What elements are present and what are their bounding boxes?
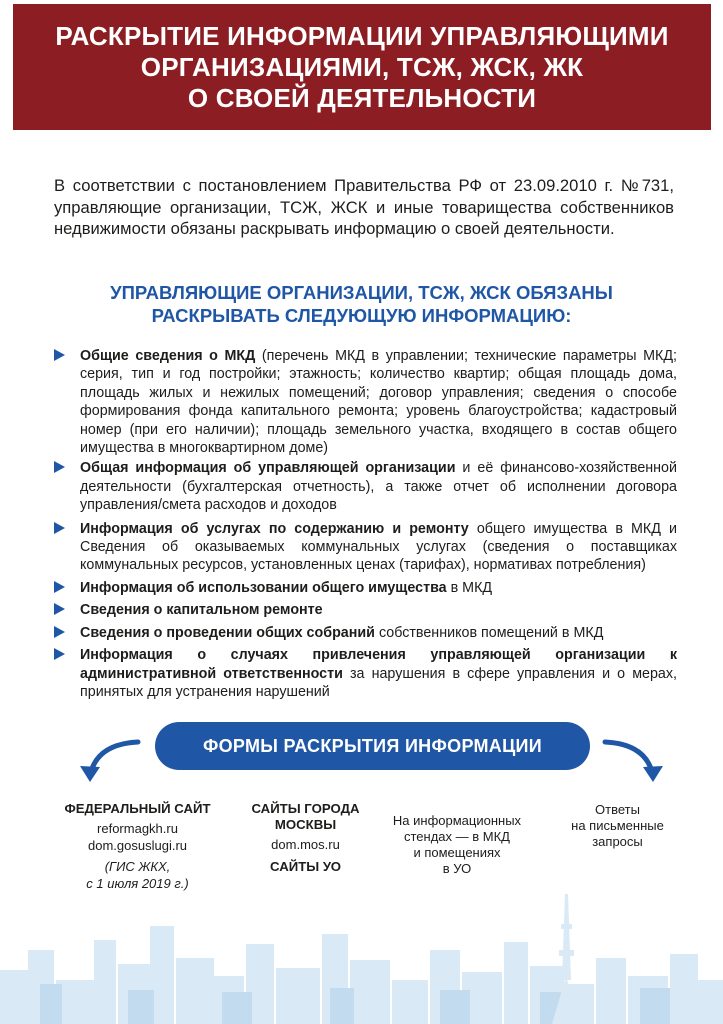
list-item-bold: Информация об услугах по содержанию и ремонту bbox=[80, 520, 469, 537]
moscow-sites-title-line-1: САЙТЫ ГОРОДА bbox=[251, 801, 360, 816]
info-stands-line-3: и помещениях bbox=[413, 845, 501, 860]
federal-site-title: ФЕДЕРАЛЬНЫЙ САЙТ bbox=[64, 801, 211, 816]
list-item bbox=[52, 646, 677, 701]
list-item-text: за нарушения в сфере управления и о мерах, принятых для устранения нарушений bbox=[80, 665, 678, 700]
section-heading-line-2: РАСКРЫВАТЬ СЛЕДУЮЩУЮ ИНФОРМАЦИЮ: bbox=[151, 305, 572, 326]
arrow-bullet-icon bbox=[54, 581, 65, 593]
answers-line-2: на письменные bbox=[571, 818, 664, 833]
info-stands-line-2: стендах — в МКД bbox=[404, 829, 510, 844]
list-item bbox=[52, 624, 677, 642]
arrow-bullet-icon bbox=[54, 349, 65, 361]
forms-banner bbox=[155, 722, 590, 770]
arrow-bullet-icon bbox=[54, 626, 65, 638]
list-item bbox=[52, 601, 677, 619]
moscow-sites-title-line-2: МОСКВЫ bbox=[274, 817, 337, 832]
list-item bbox=[52, 579, 677, 597]
city-skyline-illustration bbox=[0, 880, 723, 1024]
forms-banner-label: ФОРМЫ РАСКРЫТИЯ ИНФОРМАЦИИ bbox=[202, 735, 543, 756]
list-item-text: и её финансово-хозяйственной деятельности (бухгалтерская отчетность), а также отчет об исполнении договора управления/смета расходов и доходов bbox=[80, 460, 677, 514]
list-item-text: собственников помещений в МКД bbox=[374, 624, 604, 641]
arrow-bullet-icon bbox=[54, 461, 65, 473]
info-stands-column bbox=[382, 813, 532, 877]
list-item-bold: Информация о случаях привлечения управляющей организации к административной ответственности bbox=[80, 647, 677, 682]
federal-site-column bbox=[45, 801, 230, 892]
reformagkh-link[interactable]: reformagkh.ru bbox=[97, 821, 178, 836]
intro-paragraph: В соответствии с постановлением Правительства РФ от 23.09.2010 г. №731, управляющие организации, ТСЖ, ЖСК и иные товарищества собственников недвижимости обязаны раскрывать информацию о своей деятельности. bbox=[54, 176, 674, 238]
arrow-bullet-icon bbox=[54, 522, 65, 534]
info-stands-line-4: в УО bbox=[442, 861, 472, 876]
list-item-text: общего имущества в МКД и Сведения об оказываемых коммунальных услугах (сведения о поставщиках коммунальных ресурсов, установленных ценах (тарифах), нормативах потребления) bbox=[80, 520, 677, 574]
dom-mos-link[interactable]: dom.mos.ru bbox=[271, 837, 340, 852]
header-title-line-1: РАСКРЫТИЕ ИНФОРМАЦИИ УПРАВЛЯЮЩИМИ bbox=[55, 20, 669, 51]
list-item bbox=[52, 520, 677, 575]
answers-line-1: Ответы bbox=[595, 802, 640, 817]
moscow-sites-column bbox=[238, 801, 373, 875]
arrow-bullet-icon bbox=[54, 603, 65, 615]
arrow-bullet-icon bbox=[54, 648, 65, 660]
list-item-text: (перечень МКД в управлении; технические параметры МКД; серия, тип и год постройки; этажность; количество квартир; общая площадь дома, площадь жилых и нежилых помещений; договор управления; сведения о способе формирования фонда капитального ремонта; уровень благоустройства; кадастровый номер (при его наличии); площадь земельного участка, входящего в состав общего имущества в многоквартирном доме) bbox=[80, 348, 677, 457]
list-item bbox=[52, 459, 677, 514]
header-title-line-2: ОРГАНИЗАЦИЯМИ, ТСЖ, ЖСК, ЖК bbox=[140, 51, 584, 82]
list-item-text: в МКД bbox=[446, 579, 493, 596]
section-heading-line-1: УПРАВЛЯЮЩИЕ ОРГАНИЗАЦИИ, ТСЖ, ЖСК ОБЯЗАНЫ bbox=[110, 282, 613, 303]
written-answers-column bbox=[555, 802, 680, 850]
list-item-bold: Информация об использовании общего имущества bbox=[80, 579, 447, 596]
list-item-bold: Сведения о проведении общих собраний bbox=[80, 624, 375, 641]
info-stands-line-1: На информационных bbox=[392, 813, 522, 828]
uo-sites-title: САЙТЫ УО bbox=[270, 858, 341, 874]
gosuslugi-link[interactable]: dom.gosuslugi.ru bbox=[88, 837, 187, 853]
answers-line-3: запросы bbox=[592, 834, 643, 849]
header-title-line-3: О СВОЕЙ ДЕЯТЕЛЬНОСТИ bbox=[187, 82, 537, 113]
list-item-bold: Общая информация об управляющей организации bbox=[80, 460, 456, 477]
header-banner bbox=[13, 4, 711, 130]
curved-arrow-right-icon bbox=[597, 736, 667, 786]
list-item-bold: Сведения о капитальном ремонте bbox=[80, 602, 323, 619]
curved-arrow-left-icon bbox=[76, 736, 146, 786]
gis-note-line-2: с 1 июля 2019 г.) bbox=[86, 875, 189, 891]
list-item bbox=[52, 347, 677, 457]
list-item-bold: Общие сведения о МКД bbox=[80, 348, 256, 364]
requirements-list bbox=[52, 347, 677, 701]
section-heading bbox=[40, 281, 683, 327]
gis-note-line-1: (ГИС ЖКХ, bbox=[104, 859, 171, 874]
